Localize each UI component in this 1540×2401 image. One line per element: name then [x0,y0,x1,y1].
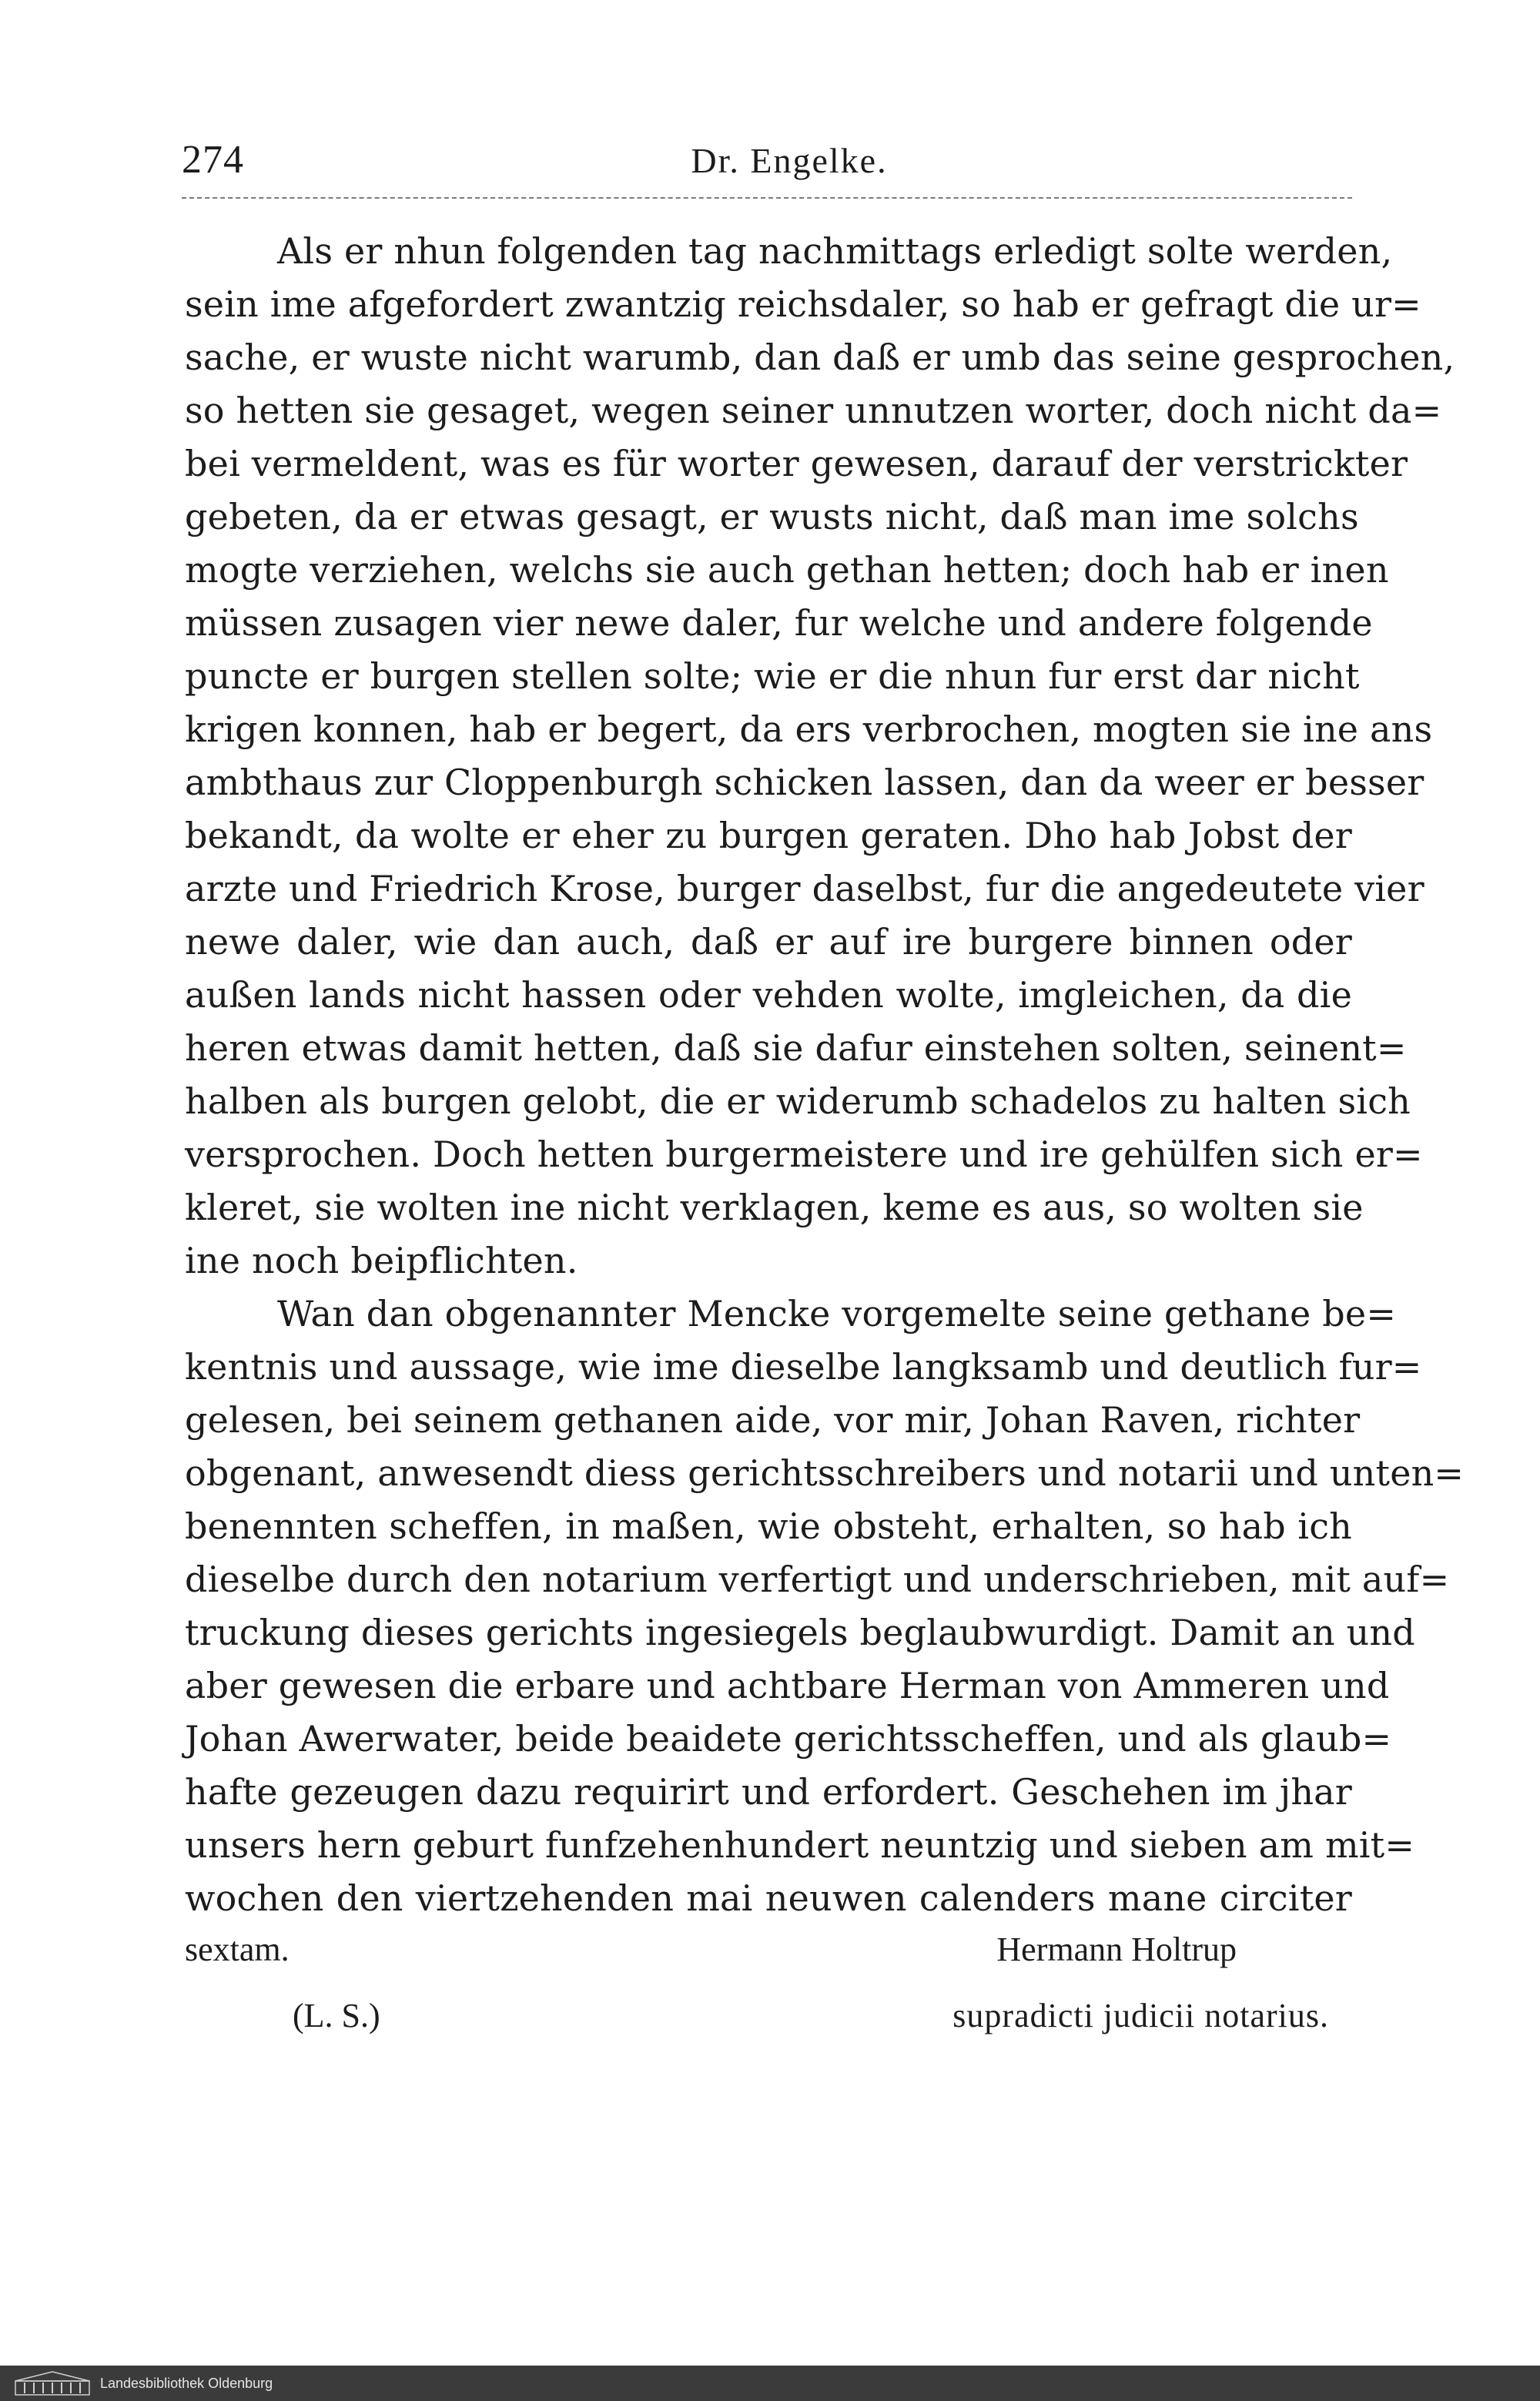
text-line: außen lands nicht hassen oder vehden wolte, imgleichen, da die [185,974,1352,1016]
text-line: Als er nhun folgenden tag nachmittags erledigt solte werden, [277,230,1393,272]
text-line: bekandt, da wolte er eher zu burgen geraten. Dho hab Jobst der [185,815,1352,856]
footer-bar [0,2366,1540,2401]
page-number: 274 [182,138,244,182]
text-line: Wan dan obgenannter Mencke vorgemelte seine gethane be= [277,1293,1397,1334]
signatory-name: Hermann Holtrup [996,1931,1237,1968]
text-line: müssen zusagen vier newe daler, fur welche und andere folgende [185,602,1373,644]
text-line: truckung dieses gerichts ingesiegels beglaubwurdigt. Damit an und [185,1612,1415,1653]
text-line: ambthaus zur Cloppenburgh schicken lassen, dan da weer er besser [185,762,1424,803]
text-line: aber gewesen die erbare und achtbare Herman von Ammeren und [185,1665,1390,1706]
header-rule [182,197,1352,199]
text-line: sache, er wuste nicht warumb, dan daß er umb das seine gesprochen, [185,337,1455,378]
text-line: gelesen, bei seinem gethanen aide, vor mir, Johan Raven, richter [185,1399,1361,1441]
text-line: ine noch beipflichten. [185,1240,578,1281]
text-line: benennten scheffen, in maßen, wie obsteht, erhalten, so hab ich [185,1505,1352,1547]
text-line: mogte verziehen, welchs sie auch gethan hetten; doch hab er inen [185,549,1389,591]
signature-row-2 [185,1991,1352,2041]
running-head: Dr. Engelke. [691,141,888,180]
text-line: kentnis und aussage, wie ime dieselbe langksamb und deutlich fur= [185,1346,1422,1388]
text-line: sein ime afgefordert zwantzig reichsdaler, so hab er gefragt die ur= [185,283,1421,325]
text-line: bei vermeldent, was es für worter gewesen, darauf der verstrickter [185,443,1408,484]
text-line: krigen konnen, hab er begert, da ers verbrochen, mogten sie ine ans [185,708,1433,750]
footer-label: Landesbibliothek Oldenburg [100,2376,273,2391]
text-line: so hetten sie gesaget, wegen seiner unnutzen worter, doch nicht da= [185,390,1442,431]
text-line: unsers hern geburt funfzehenhundert neuntzig und sieben am mit= [185,1824,1415,1866]
text-line: puncte er burgen stellen solte; wie er die nhun fur erst dar nicht [185,655,1360,697]
text-line: dieselbe durch den notarium verfertigt und underschrieben, mit auf= [185,1559,1450,1600]
library-building-icon [14,2370,91,2396]
text-line: halben als burgen gelobt, die er widerumb schadelos zu halten sich [185,1080,1411,1122]
signature-row-1 [185,1925,1352,1974]
body-text [185,225,1465,2041]
text-line: obgenant, anwesendt diess gerichtsschreibers und notarii und unten= [185,1452,1465,1494]
text-line: Johan Awerwater, beide beaidete gerichtsscheffen, und als glaub= [185,1718,1392,1760]
text-line: heren etwas damit hetten, daß sie dafur einstehen solten, seinent= [185,1027,1407,1069]
text-line: wochen den viertzehenden mai neuwen calenders mane circiter [185,1877,1352,1919]
text-line: versprochen. Doch hetten burgermeistere und ire gehülfen sich er= [185,1134,1423,1175]
seal-mark: (L. S.) [293,1997,380,2034]
text-line: gebeten, da er etwas gesagt, er wusts nicht, daß man ime solchs [185,496,1359,537]
text-line: kleret, sie wolten ine nicht verklagen, keme es aus, so wolten sie [185,1187,1364,1228]
text-line: hafte gezeugen dazu requirirt und erfordert. Geschehen im jhar [185,1771,1352,1813]
signatory-role: supradicti judicii notarius. [952,1997,1329,2034]
closing-word: sextam. [185,1931,290,1968]
text-line: arzte und Friedrich Krose, burger daselbst, fur die angedeutete vier [185,868,1424,909]
text-line: newe daler, wie dan auch, daß er auf ire burgere binnen oder [185,921,1352,963]
